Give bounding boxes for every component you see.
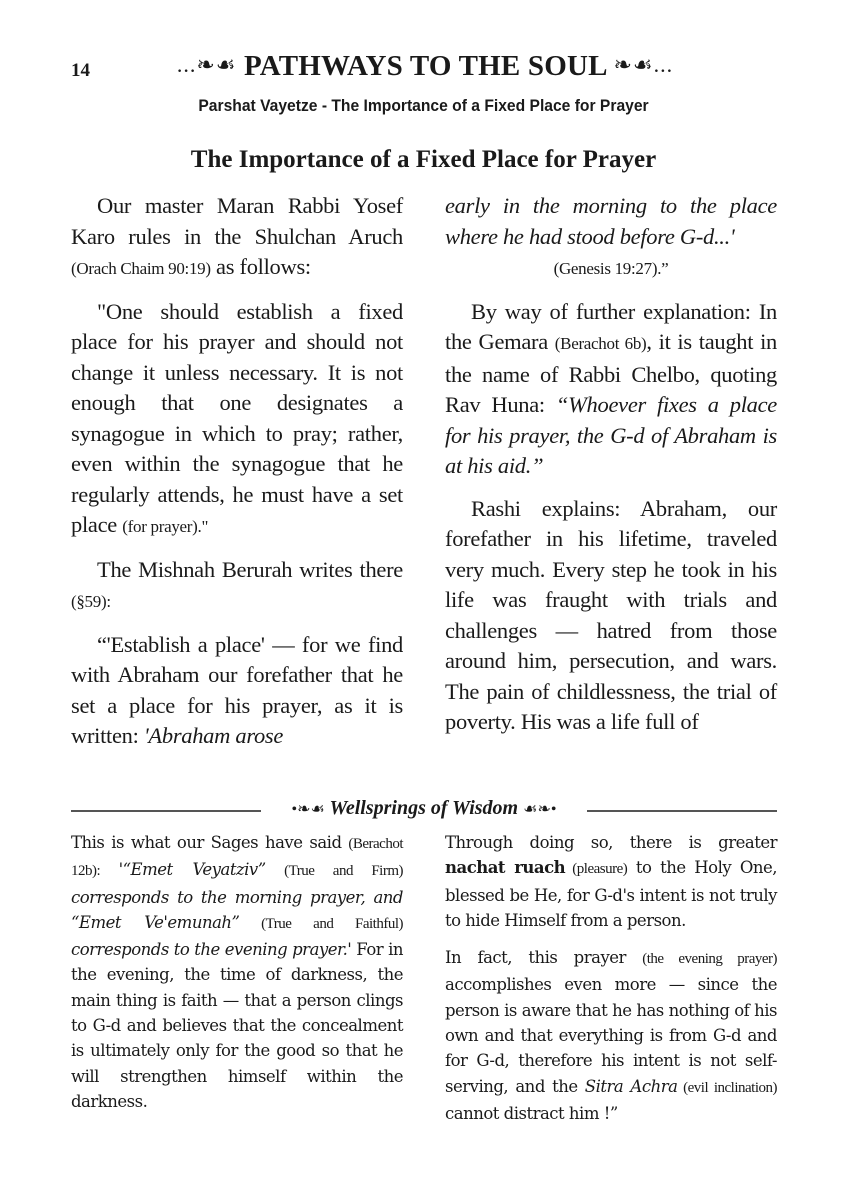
term: Sitra Achra [584, 1076, 678, 1096]
quote: '“Emet Veyatziv” [118, 860, 266, 880]
book-title: PATHWAYS TO THE SOUL [243, 50, 607, 82]
source-reference: (Genesis 19:27).” [553, 259, 669, 278]
term: nachat ruach [445, 858, 566, 878]
translation-note: (True and Firm) [265, 863, 404, 880]
flourish-right-icon: ☙❧• [523, 801, 557, 818]
translation-note: (evil inclination) [677, 1079, 777, 1096]
source-reference-line [445, 252, 777, 285]
source-reference: (§59): [71, 592, 111, 611]
text: "One should establish a fixed place for his prayer and should not change it unless necessary. It is not enough that one designates a synagogue in which to pray; rather, even within the synagogue that he regularly attends, he must have a set place [71, 298, 403, 537]
sidebar-heading [71, 797, 777, 820]
text: By way of further explanation: In the Gemara [445, 298, 777, 354]
scripture-quote: early in the morning to the place where he had stood before G-d...' [445, 193, 777, 249]
scripture-quote: 'Abraham arose [143, 723, 284, 748]
quote-paragraph [71, 297, 403, 543]
sidebar-left-column [71, 830, 403, 1122]
text: cannot distract him !” [445, 1103, 618, 1123]
quote-paragraph [71, 630, 403, 752]
page-number: 14 [71, 60, 90, 81]
talmud-quote: “Whoever fixes a place for his prayer, the G-d of Abraham is at his aid.” [445, 392, 777, 478]
article-title: The Importance of a Fixed Place for Prayer [190, 146, 657, 173]
quote-continuation [445, 191, 777, 252]
article-right-column [445, 191, 777, 750]
text: Rashi explains: Abraham, our forefather in his lifetime, traveled very much. Every step he took in his life was fraught with trials and challenges — hatred from those around him, persecution, and wars. The pain of childlessness, the trial of poverty. His was a life full of [445, 495, 777, 734]
chapter-subheading: Parshat Vayetze - The Importance of a Fixed Place for Prayer [198, 96, 649, 115]
translation-note: (pleasure) [565, 861, 628, 878]
text: For in the evening, the time of darkness, the main thing is faith — that a person clings to G-d and believes that the concealment is ultimately only for the good so that he will strengthen himself within the darkness. [71, 940, 403, 1111]
text: Our master Maran Rabbi Yosef Karo rules in the Shulchan Aruch [71, 193, 403, 249]
translation-note: (the evening prayer) [642, 951, 777, 968]
translation-note: (True and Faithful) [239, 915, 404, 932]
source-reference: (Orach Chaim 90:19) [71, 259, 211, 278]
text: The Mishnah Berurah writes there [97, 556, 403, 582]
flourish-left-icon: •❧☙ [291, 801, 325, 818]
text: This is what our Sages have said [71, 833, 349, 852]
article-left-column [71, 191, 403, 764]
paragraph [71, 555, 403, 618]
sidebar-right-column [445, 830, 777, 1134]
text: accomplishes even more — since the person is aware that he has nothing of his own and that everything is from G-d and for G-d, therefore his intent is not self-serving, and the [445, 975, 777, 1096]
source-reference: (Berachot 6b) [554, 334, 647, 353]
flourish-left-icon: ...❧☙ [176, 52, 237, 77]
text: to the Holy One, blessed be He, for G-d's intent is not truly to hide Himself from a person. [445, 858, 778, 930]
text: , it is taught in the name of Rabbi Chelbo, quoting Rav Huna: [445, 329, 777, 417]
paragraph [71, 830, 403, 1114]
text: Through doing so, there is greater [445, 833, 777, 852]
paragraph [445, 297, 777, 482]
sidebar-heading-text: Wellsprings of Wisdom [329, 797, 519, 819]
paragraph [445, 945, 777, 1126]
paragraph [445, 494, 777, 738]
text: as follows: [210, 254, 311, 279]
text: In fact, this prayer [445, 948, 643, 968]
flourish-right-icon: ❧☙... [613, 52, 674, 77]
source-reference: (Berachot 12b): [71, 836, 403, 880]
text: “'Establish a place' — for we find with Abraham our forefather that he set a place for his prayer, as it is written: [71, 631, 403, 748]
paragraph [71, 191, 403, 285]
quote: corresponds to the evening prayer.' [71, 940, 352, 960]
section-divider [71, 797, 777, 820]
source-reference: (for prayer)." [122, 517, 209, 536]
running-header [130, 50, 720, 83]
quote: corresponds to the morning prayer, and “Emet Ve'emunah” [71, 887, 403, 932]
paragraph [445, 830, 777, 933]
